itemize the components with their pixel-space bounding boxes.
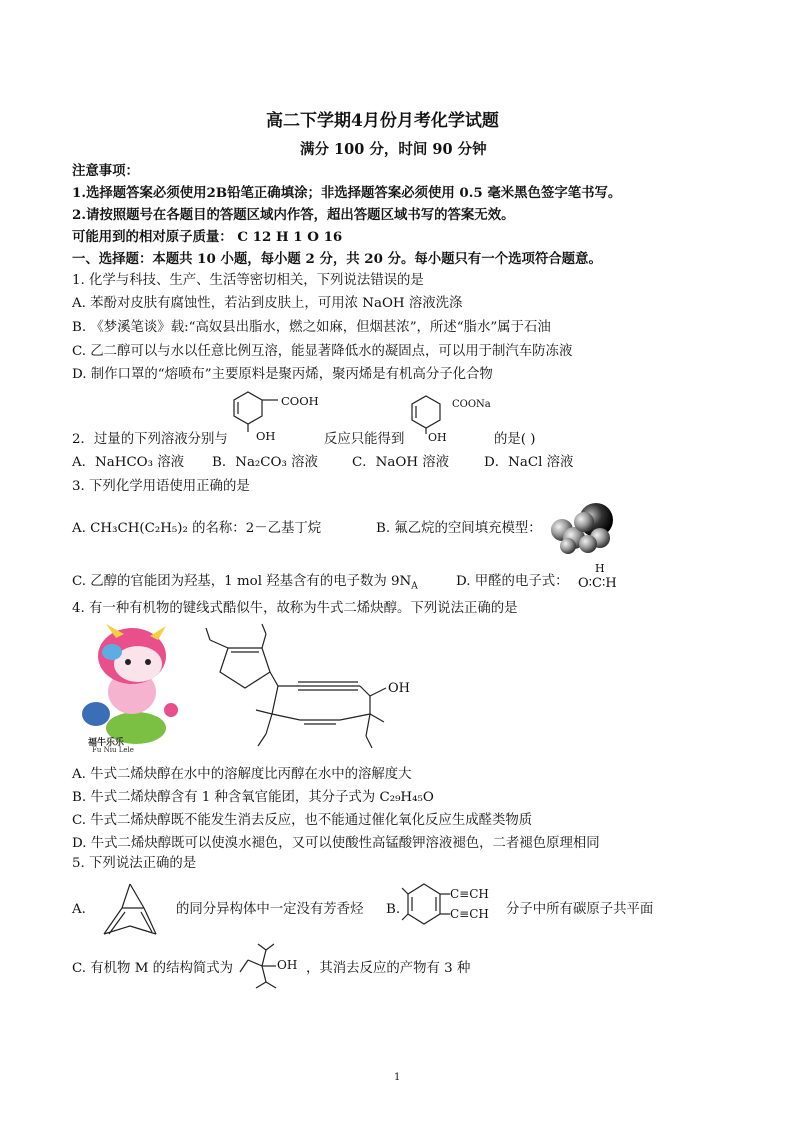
- page-title: 高二下学期4月份月考化学试题: [266, 111, 499, 131]
- q1-option-c: C. 乙二醇可以与水以任意比例互溶，能显著降低水的凝固点，可以用于制汽车防冻液: [72, 344, 573, 359]
- q5-stem: 5. 下列说法正确的是: [72, 856, 197, 871]
- q5-a-label: A.: [72, 902, 86, 917]
- q5-c-text-2: ，其消去反应的产物有 3 种: [306, 961, 471, 976]
- q2-stem-c: 的是( ): [494, 432, 536, 447]
- q1-option-d: D. 制作口罩的“熔喷布”主要原料是聚丙烯，聚丙烯是有机高分子化合物: [72, 367, 493, 382]
- note-2: 2.请按照题号在各题目的答题区域内作答，超出答题区域书写的答案无效。: [72, 207, 515, 223]
- q1-option-a: A. 苯酚对皮肤有腐蚀性，若沾到皮肤上，可用浓 NaOH 溶液洗涤: [72, 296, 463, 311]
- q1-stem: 1. 化学与科技、生产、生活等密切相关，下列说法错误的是: [72, 273, 424, 288]
- q4-option-a: A. 牛式二烯炔醇在水中的溶解度比丙醇在水中的溶解度大: [72, 767, 412, 782]
- page-number: 1: [394, 1072, 401, 1083]
- q3-option-c-sub: A: [411, 581, 418, 592]
- q5-c-text: C. 有机物 M 的结构简式为: [72, 961, 234, 976]
- note-1: 1.选择题答案必须使用2B铅笔正确填涂；非选择题答案必须使用 0.5 毫米黑色签字笔书写。: [72, 185, 622, 201]
- fu-niu-lele-mascot: [76, 622, 188, 752]
- q5-b-ethynyl-2: C≡CH: [450, 907, 489, 921]
- cooh-label: COOH: [281, 394, 319, 408]
- q5-b-text: 分子中所有碳原子共平面: [506, 902, 654, 917]
- q2-option-b: B．Na₂CO₃ 溶液: [212, 455, 318, 470]
- q4-option-b: B. 牛式二烯炔醇含有 1 种含氧官能团，其分子式为 C₂₉H₄₅O: [72, 790, 434, 805]
- oh-label-2: OH: [428, 431, 447, 444]
- q3-option-d: D. 甲醛的电子式：: [456, 574, 569, 589]
- q3-option-a: A. CH₃CH(C₂H₅)₂ 的名称：2－乙基丁烷: [72, 521, 322, 536]
- q3-stem: 3. 下列化学用语使用正确的是: [72, 479, 250, 494]
- q4-stem: 4. 有一种有机物的键线式酷似牛，故称为牛式二烯炔醇。下列说法正确的是: [72, 601, 518, 616]
- bicyclic-diene-structure: [100, 878, 162, 940]
- q5-b-ethynyl-1: C≡CH: [450, 887, 489, 901]
- dienynol-oh-label: OH: [388, 681, 410, 696]
- dienynol-structure: [200, 622, 420, 752]
- lewis-main: O∶C∶H: [578, 576, 617, 591]
- q4-option-c: C. 牛式二烯炔醇既不能发生消去反应，也不能通过催化氧化反应生成醛类物质: [72, 813, 533, 828]
- atomic-mass-note: 可能用到的相对原子质量： C 12 H 1 O 16: [72, 229, 343, 245]
- q5-c-oh: OH: [277, 958, 298, 972]
- q2-stem-a: 2．过量的下列溶液分别与: [72, 432, 228, 447]
- dialkynyl-cyclohexadiene-structure: [400, 880, 456, 932]
- section-1-heading: 一、选择题：本题共 10 小题，每小题 2 分，共 20 分。每小题只有一个选项符合题意。: [72, 251, 602, 267]
- lewis-h-top: H: [595, 562, 605, 575]
- oh-label-1: OH: [256, 429, 276, 443]
- coona-label: COONa: [452, 399, 491, 410]
- q2-option-a: A．NaHCO₃ 溶液: [72, 455, 185, 470]
- q3-option-c: [72, 573, 418, 596]
- q2-option-d: D．NaCl 溶液: [484, 455, 574, 470]
- fluoroethane-space-filling-model: [548, 500, 624, 556]
- q5-b-label: B.: [386, 902, 401, 917]
- mascot-name-en: Fu Niu Lele: [92, 746, 134, 754]
- q1-option-b: B. 《梦溪笔谈》载:“高奴县出脂水，燃之如麻，但烟甚浓”，所述“脂水”属于石油: [72, 320, 551, 335]
- page-subtitle: 满分 100 分，时间 90 分钟: [300, 141, 487, 158]
- q2-option-c: C．NaOH 溶液: [352, 455, 450, 470]
- q2-stem-b: 反应只能得到: [324, 432, 405, 447]
- q3-option-b: B. 氟乙烷的空间填充模型：: [376, 521, 542, 536]
- notes-heading: 注意事项：: [72, 163, 139, 179]
- q5-a-text: 的同分异构体中一定没有芳香烃: [176, 902, 364, 917]
- mascot-name-cn: 福牛乐乐: [88, 738, 125, 748]
- q4-option-d: D. 牛式二烯炔醇既可以使溴水褪色，又可以使酸性高锰酸钾溶液褪色，二者褪色原理相同: [72, 836, 600, 851]
- q3-option-c-text: C. 乙醇的官能团为羟基，1 mol 羟基含有的电子数为 9N: [72, 574, 412, 589]
